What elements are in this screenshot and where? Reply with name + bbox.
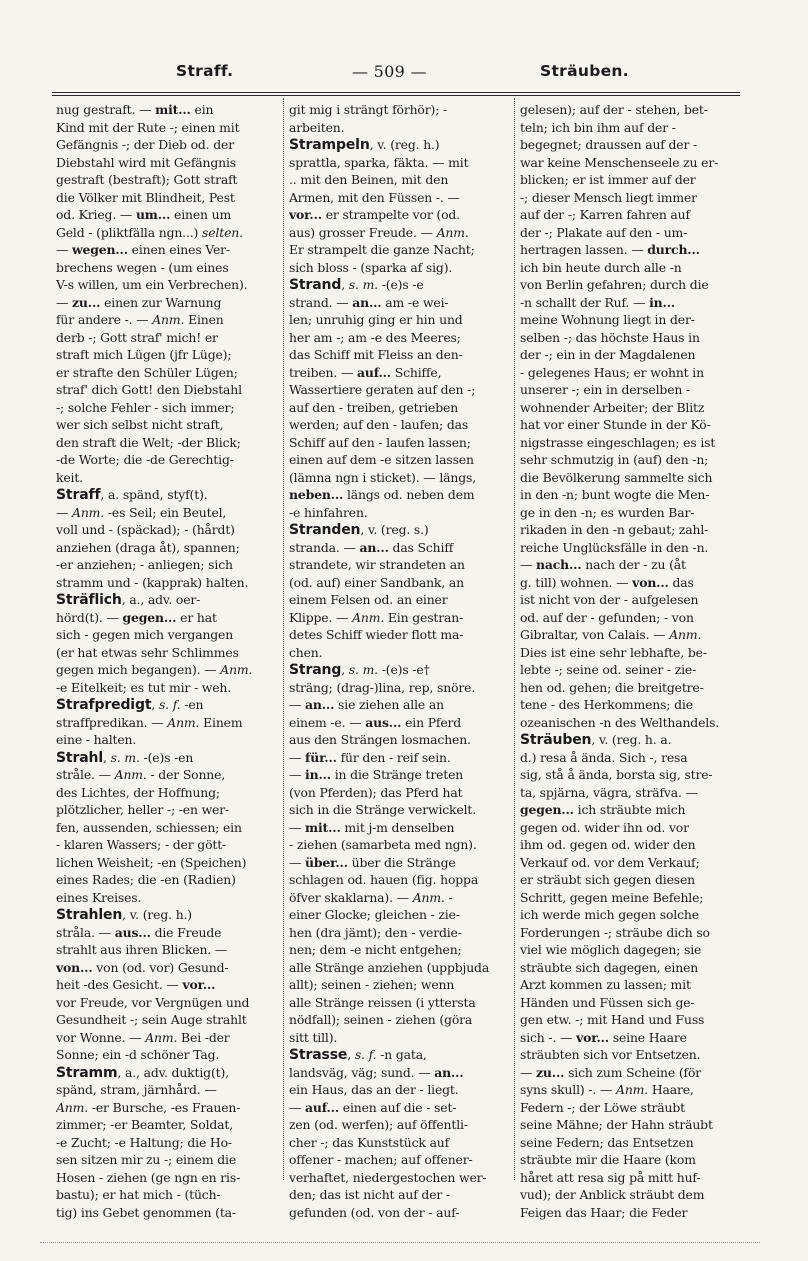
text-line: voll und - (späckad); - (hårdt) <box>56 522 235 537</box>
text-line: teln; ich bin ihm auf der - <box>520 119 676 135</box>
text-line: strahlt aus ihren Blicken. — <box>56 942 228 957</box>
text-line: od. Krieg. — um... einen um <box>56 207 232 222</box>
text-line: landsväg, väg; sund. — an... <box>289 1064 464 1080</box>
text-line: Forderungen -; sträube dich so <box>520 924 710 940</box>
text-line: — in... in die Stränge treten <box>289 767 464 782</box>
text-line: (von Pferden); das Pferd hat <box>289 784 463 800</box>
text-line: neben... längs od. neben dem <box>289 487 475 502</box>
text-line: -; dieser Mensch liegt immer <box>520 189 697 205</box>
text-line: - ziehen (samarbeta med ngn). <box>289 837 477 852</box>
text-line: gegen mich begangen). — Anm. <box>56 662 253 677</box>
text-line: bastu); er hat mich - (tüch- <box>56 1187 221 1202</box>
text-line: Er strampelt die ganze Nacht; <box>289 242 475 257</box>
text-line: gen etw. -; mit Hand und Fuss <box>520 1012 705 1027</box>
text-line: fen, aussenden, schiessen; ein <box>56 819 242 835</box>
text-line: — nach... nach der - zu (åt <box>520 557 686 572</box>
text-line: hen (dra jämt); den - verdie- <box>289 924 462 940</box>
text-line: ge in den -n; es wurden Bar- <box>520 504 695 520</box>
text-line: Strasse, s. f. -n gata, <box>289 1047 427 1063</box>
text-line: Strahl, s. m. -(e)s -en <box>56 749 194 766</box>
text-line: gelesen); auf der - stehen, bet- <box>520 102 708 117</box>
text-line: nigstrasse eingeschlagen; es ist <box>520 434 716 450</box>
text-line: für andere -. — Anm. Einen <box>56 312 224 327</box>
text-line: Dies ist eine sehr lebhafte, be- <box>520 644 707 660</box>
text-line: aus den Strängen losmachen. <box>289 732 471 747</box>
text-line: Sträuben, v. (reg. h. a. <box>520 732 672 748</box>
text-line: nödfall); seinen - ziehen (göra <box>289 1012 473 1027</box>
text-line: -e Zucht; -e Haltung; die Ho- <box>56 1134 232 1150</box>
text-line: arbeiten. <box>289 119 345 135</box>
text-line: .. mit den Beinen, mit den <box>289 172 449 187</box>
text-line: unserer -; ein in derselben - <box>520 382 691 397</box>
text-line: sträng; (drag-)lina, rep, snöre. <box>289 679 476 695</box>
text-line: Gefängnis -; der Dieb od. der <box>56 137 234 152</box>
text-line: öfver skaklarna). — Anm. - <box>289 889 453 905</box>
text-line: einen auf dem -e sitzen lassen <box>289 452 474 467</box>
text-line: vor... er strampelte vor (od. <box>289 207 460 222</box>
text-line: gestraft (bestraft); Gott straft <box>56 172 238 187</box>
text-line: Straff, a. spänd, styf(t). <box>56 487 208 503</box>
text-line: len; unruhig ging er hin und <box>289 312 463 327</box>
text-line: håret att resa sig på mitt huf- <box>520 1169 701 1185</box>
text-line: vor Wonne. — Anm. Bei -der <box>56 1029 230 1045</box>
text-line: hen od. gehen; die breitgetre- <box>520 679 704 695</box>
text-line: Strand, s. m. -(e)s -e <box>289 277 424 293</box>
header-rule <box>52 92 740 93</box>
text-line: Stramm, a., adv. duktig(t), <box>56 1064 229 1081</box>
text-line: heit -des Gesicht. — vor... <box>56 977 216 992</box>
text-line: Schiff auf den - laufen lassen; <box>289 434 471 450</box>
text-line: Anm. -er Bursche, -es Frauen- <box>56 1099 241 1115</box>
text-line: Sträflich, a., adv. oer- <box>56 592 201 608</box>
text-line: stramm und - (kapprak) halten. <box>56 574 249 590</box>
text-line: Schritt, gegen meine Befehle; <box>520 889 704 905</box>
text-line: sträubten sich vor Entsetzen. <box>520 1047 701 1062</box>
text-line: sich - gegen mich vergangen <box>56 627 234 642</box>
text-line: - gelegenes Haus; er wohnt in <box>520 364 704 380</box>
text-line: chen. <box>289 644 323 660</box>
text-line: gegen... ich sträubte mich <box>520 802 686 817</box>
text-line: Armen, mit den Füssen -. — <box>289 189 460 205</box>
text-line: des Lichtes, der Hoffnung; <box>56 784 220 800</box>
text-line: vor Freude, vor Vergnügen und <box>56 994 250 1010</box>
text-line: — über... über die Stränge <box>289 854 456 870</box>
text-line: Verkauf od. vor dem Verkauf; <box>520 854 700 870</box>
text-line: sprattla, sparka, fäkta. — mit <box>289 154 469 170</box>
text-line: das Schiff mit Fleiss an den- <box>289 347 463 362</box>
text-line: stråle. — Anm. - der Sonne, <box>56 767 226 782</box>
text-line: -e hinfahren. <box>289 504 368 520</box>
text-line: od. auf der - gefunden; - von <box>520 609 694 625</box>
text-line: stråla. — aus... die Freude <box>56 924 222 940</box>
text-line: (od. auf) einer Sandbank, an <box>289 574 464 590</box>
text-line: sitt till). <box>289 1029 338 1045</box>
text-line: -e Eitelkeit; es tut mir - weh. <box>56 679 232 695</box>
text-line: straffpredikan. — Anm. Einem <box>56 714 243 730</box>
text-line: brechens wegen - (um eines <box>56 259 229 275</box>
text-line: von Berlin gefahren; durch die <box>520 277 709 292</box>
column-divider <box>283 98 284 1180</box>
text-line: auf den - treiben, getrieben <box>289 399 459 415</box>
text-line: git mig i strängt förhör); - <box>289 102 448 117</box>
text-line: stranda. — an... das Schiff <box>289 539 454 555</box>
text-line: gefunden (od. von der - auf- <box>289 1204 460 1220</box>
text-line: Klippe. — Anm. Ein gestran- <box>289 609 464 625</box>
text-line: die Bevölkerung sammelte sich <box>520 469 713 485</box>
text-line: von... von (od. vor) Gesund- <box>56 959 229 975</box>
text-line: - klaren Wassers; - der gött- <box>56 837 227 852</box>
text-line: — wegen... einen eines Ver- <box>56 242 230 257</box>
text-line: straf' dich Gott! den Diebstahl <box>56 382 242 397</box>
text-line: wohnender Arbeiter; der Blitz <box>520 399 705 415</box>
text-line: einem Felsen od. an einer <box>289 592 448 607</box>
text-line: Strang, s. m. -(e)s -e† <box>289 662 430 678</box>
text-line: — für... für den - reif sein. <box>289 749 451 765</box>
text-line: seine Federn; das Entsetzen <box>520 1134 694 1150</box>
text-line: Stranden, v. (reg. s.) <box>289 522 429 538</box>
text-line: den straft die Welt; -der Blick; <box>56 434 241 450</box>
text-line: eine - halten. <box>56 732 137 747</box>
text-line: selben -; das höchste Haus in <box>520 329 700 345</box>
text-line: der -; Plakate auf den - um- <box>520 224 688 240</box>
text-line: Strahlen, v. (reg. h.) <box>56 907 192 923</box>
text-line: in den -n; bunt wogte die Men- <box>520 487 710 502</box>
text-line: begegnet; draussen auf der - <box>520 137 698 152</box>
text-line: lebte -; seine od. seiner - zie- <box>520 662 697 677</box>
text-line: der -; ein in der Magdalenen <box>520 347 696 362</box>
text-line: war keine Menschenseele zu er- <box>520 154 719 170</box>
text-line: er strafte den Schüler Lügen; <box>56 364 238 380</box>
text-line: Federn -; der Löwe sträubt <box>520 1099 685 1115</box>
text-line: Kind mit der Rute -; einen mit <box>56 119 240 135</box>
text-line: Gesundheit -; sein Auge strahlt <box>56 1012 247 1027</box>
text-line: spänd, stram, järnhård. — <box>56 1082 217 1097</box>
text-line: Hosen - ziehen (ge ngn en ris- <box>56 1169 241 1185</box>
text-line: Feigen das Haar; die Feder <box>520 1204 688 1220</box>
text-line: gegen od. wider ihn od. vor <box>520 819 689 835</box>
text-line: strandete, wir strandeten an <box>289 557 465 572</box>
text-line: nug gestraft. — mit... ein <box>56 102 214 117</box>
text-line: seine Mähne; der Hahn sträubt <box>520 1117 713 1132</box>
text-line: sen sitzen mir zu -; einem die <box>56 1152 237 1167</box>
text-line: g. till) wohnen. — von... das <box>520 574 694 590</box>
text-line: Händen und Füssen sich ge- <box>520 994 695 1010</box>
text-line: viel wie möglich dagegen; sie <box>520 942 702 957</box>
text-line: sträubte sich dagegen, einen <box>520 959 699 975</box>
text-line: — an... sie ziehen alle an <box>289 697 444 712</box>
text-line: offener - machen; auf offener- <box>289 1152 473 1167</box>
text-line: zen (od. werfen); auf öffentli- <box>289 1117 468 1132</box>
text-line: Geld - (pliktfälla ngn...) selten. <box>56 224 243 240</box>
column-middle <box>289 101 511 1221</box>
column-right <box>520 101 742 1221</box>
text-line: vud); der Anblick sträubt dem <box>520 1187 705 1202</box>
text-line: hertragen lassen. — durch... <box>520 242 700 257</box>
text-line: wer sich selbst nicht straft, <box>56 417 224 432</box>
text-line: anziehen (draga åt), spannen; <box>56 539 240 555</box>
text-line: derb -; Gott straf' mich! er <box>56 329 218 345</box>
text-line: allt); seinen - ziehen; wenn <box>289 977 455 992</box>
text-line: -; solche Fehler - sich immer; <box>56 399 235 415</box>
text-line: sträubte mir die Haare (kom <box>520 1152 696 1167</box>
text-line: sich in die Stränge verwickelt. <box>289 802 477 817</box>
text-line: einem -e. — aus... ein Pferd <box>289 714 462 730</box>
text-line: strand. — an... am -e wei- <box>289 294 449 310</box>
running-header <box>0 62 808 88</box>
text-line: er sträubt sich gegen diesen <box>520 872 695 887</box>
text-line: reiche Unglücksfälle in den -n. <box>520 539 709 555</box>
text-line: -er anziehen; - anliegen; sich <box>56 557 233 572</box>
text-line: verhaftet, niedergestochen wer- <box>289 1169 487 1185</box>
text-line: — zu... einen zur Warnung <box>56 294 222 310</box>
text-line: tene - des Herkommens; die <box>520 697 693 712</box>
text-line: lichen Weisheit; -en (Speichen) <box>56 854 247 870</box>
text-line: — mit... mit j-m denselben <box>289 819 455 835</box>
text-line: meine Wohnung liegt in der- <box>520 312 695 327</box>
text-line: den; das ist nicht auf der - <box>289 1187 450 1202</box>
text-line: d.) resa å ända. Sich -, resa <box>520 749 688 765</box>
text-line: sig, stå å ända, borsta sig, stre- <box>520 767 713 782</box>
text-line: schlagen od. hauen (fig. hoppa <box>289 872 479 887</box>
text-line: — zu... sich zum Scheine (för <box>520 1064 702 1080</box>
text-line: nen; dem -e nicht entgehen; <box>289 942 462 957</box>
text-line: syns skull) -. — Anm. Haare, <box>520 1082 694 1097</box>
text-line: keit. <box>56 469 83 485</box>
header-rule-double <box>52 95 740 96</box>
text-line: auf der -; Karren fahren auf <box>520 207 690 222</box>
text-line: -de Worte; die -de Gerechtig- <box>56 452 234 467</box>
text-line: Strafpredigt, s. f. -en <box>56 697 204 713</box>
text-line: ist nicht von der - aufgelesen <box>520 592 699 607</box>
text-line: sich bloss - (sparka af sig). <box>289 259 453 275</box>
text-line: tig) ins Gebet genommen (ta- <box>56 1204 236 1220</box>
left-guide-word: Straff. <box>176 62 234 80</box>
text-line: Wassertiere geraten auf den -; <box>289 382 476 397</box>
text-line: Sonne; ein -d schöner Tag. <box>56 1047 220 1062</box>
right-guide-word: Sträuben. <box>540 62 629 80</box>
column-divider <box>514 98 515 1180</box>
text-line: straft mich Lügen (jfr Lüge); <box>56 347 232 362</box>
text-line: — Anm. -es Seil; ein Beutel, <box>56 504 227 520</box>
text-line: eines Kreises. <box>56 889 142 905</box>
text-line: sehr schmutzig in (auf) den -n; <box>520 452 709 467</box>
text-line: rikaden in den -n gebaut; zahl- <box>520 522 709 537</box>
text-line: aus) grosser Freude. — Anm. <box>289 224 469 240</box>
text-line: einer Glocke; gleichen - zie- <box>289 907 460 922</box>
text-line: werden; auf den - laufen; das <box>289 417 469 432</box>
bottom-edge-rule <box>40 1242 760 1243</box>
text-line: — auf... einen auf die - set- <box>289 1099 457 1115</box>
text-line: alle Stränge reissen (i yttersta <box>289 994 476 1010</box>
text-line: zimmer; -er Beamter, Soldat, <box>56 1117 234 1132</box>
text-line: ich bin heute durch alle -n <box>520 259 682 275</box>
text-line: -n schallt der Ruf. — in... <box>520 294 676 310</box>
text-line: Gibraltar, von Calais. — Anm. <box>520 627 702 642</box>
text-line: Diebstahl wird mit Gefängnis <box>56 154 236 170</box>
text-line: ozeanischen -n des Welthandels. <box>520 714 720 730</box>
text-line: hat vor einer Stunde in der Kö- <box>520 417 711 432</box>
text-line: alle Stränge anziehen (uppbjuda <box>289 959 490 975</box>
text-line: die Völker mit Blindheit, Pest <box>56 189 235 205</box>
text-line: ta, spjärna, vägra, sträfva. — <box>520 784 698 800</box>
text-line: hörd(t). — gegen... er hat <box>56 609 217 625</box>
text-line: Arzt kommen zu lassen; mit <box>520 977 691 992</box>
text-line: sich -. — vor... seine Haare <box>520 1029 687 1045</box>
text-line: cher -; das Kunststück auf <box>289 1134 450 1150</box>
text-line: blicken; er ist immer auf der <box>520 172 696 187</box>
text-line: (lämna ngn i sticket). — längs, <box>289 469 476 485</box>
text-line: ein Haus, das an der - liegt. <box>289 1082 459 1097</box>
text-line: ihm od. gegen od. wider den <box>520 837 696 852</box>
text-line: V-s willen, um ein Verbrechen). <box>56 277 248 292</box>
text-line: detes Schiff wieder flott ma- <box>289 627 464 642</box>
text-line: Strampeln, v. (reg. h.) <box>289 137 440 153</box>
text-line: (er hat etwas sehr Schlimmes <box>56 644 239 660</box>
text-line: ich werde mich gegen solche <box>520 907 699 922</box>
text-line: eines Rades; die -en (Radien) <box>56 872 236 887</box>
column-left <box>56 101 278 1221</box>
text-line: treiben. — auf... Schiffe, <box>289 364 442 380</box>
text-line: plötzlicher, heller -; -en wer- <box>56 802 230 817</box>
page-number: — 509 — <box>352 62 427 81</box>
text-line: her am -; am -e des Meeres; <box>289 329 461 345</box>
